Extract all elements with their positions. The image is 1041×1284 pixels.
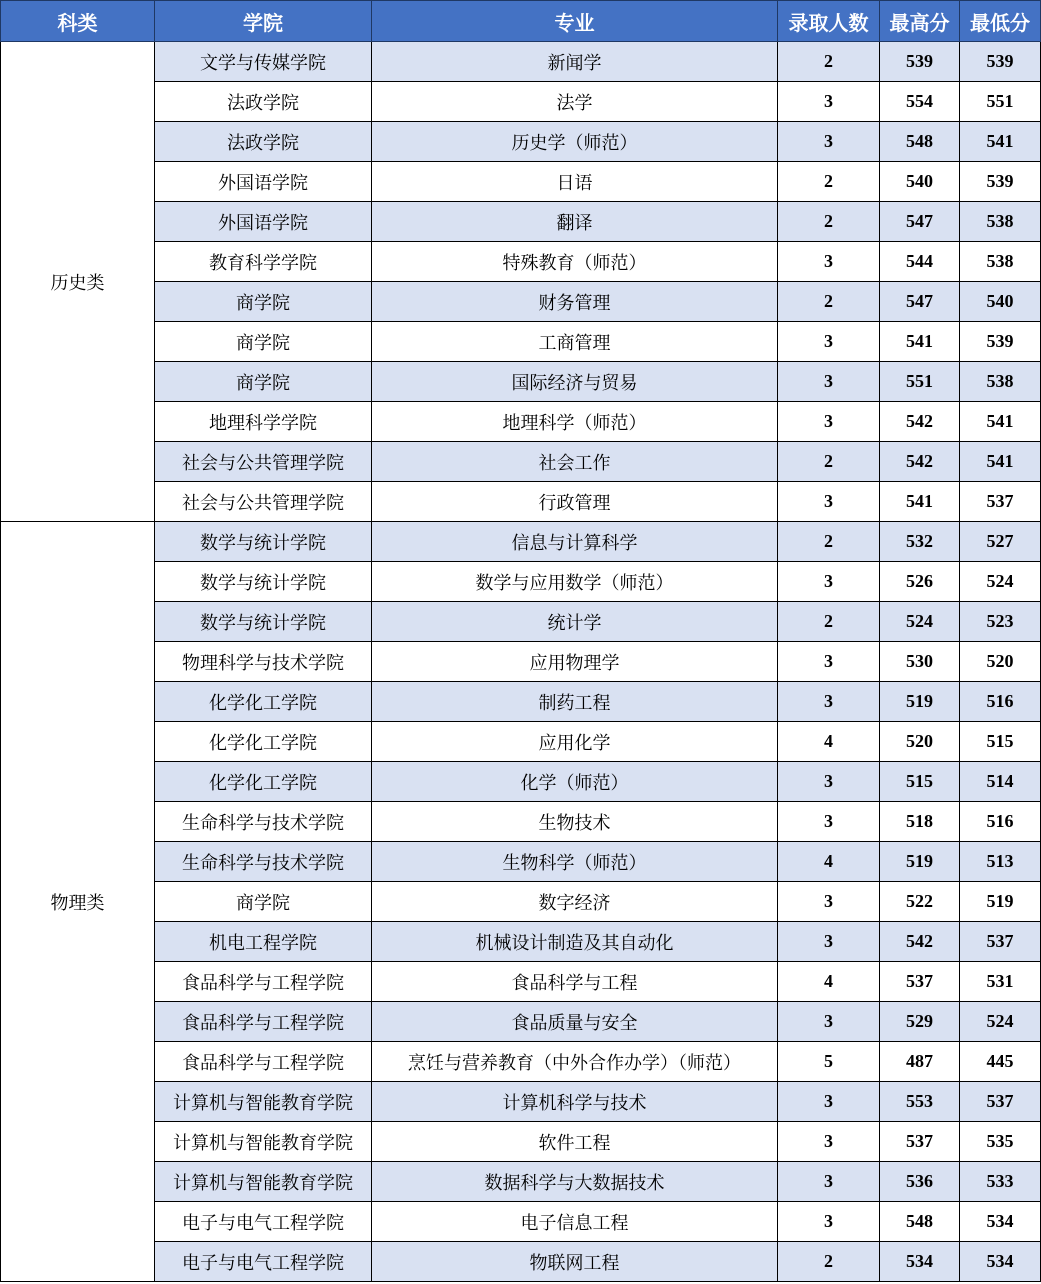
table-row [1, 122, 1041, 162]
min-score-cell: 537 [960, 482, 1041, 522]
admitted-count-cell: 3 [778, 802, 880, 842]
college-cell: 数学与统计学院 [155, 522, 372, 562]
min-score-cell: 534 [960, 1202, 1041, 1242]
major-cell: 计算机科学与技术 [372, 1082, 778, 1122]
min-score-cell: 540 [960, 282, 1041, 322]
admitted-count-cell: 3 [778, 882, 880, 922]
table-row [1, 202, 1041, 242]
max-score-cell: 526 [880, 562, 960, 602]
table-row [1, 82, 1041, 122]
max-score-cell: 542 [880, 922, 960, 962]
min-score-cell: 445 [960, 1042, 1041, 1082]
max-score-cell: 529 [880, 1002, 960, 1042]
table-row [1, 762, 1041, 802]
max-score-cell: 522 [880, 882, 960, 922]
max-score-cell: 534 [880, 1242, 960, 1282]
min-score-cell: 534 [960, 1242, 1041, 1282]
college-cell: 食品科学与工程学院 [155, 1002, 372, 1042]
college-cell: 社会与公共管理学院 [155, 482, 372, 522]
college-cell: 商学院 [155, 362, 372, 402]
max-score-cell: 524 [880, 602, 960, 642]
max-score-cell: 519 [880, 842, 960, 882]
max-score-cell: 541 [880, 322, 960, 362]
college-cell: 文学与传媒学院 [155, 42, 372, 82]
college-cell: 商学院 [155, 282, 372, 322]
major-cell: 电子信息工程 [372, 1202, 778, 1242]
college-cell: 商学院 [155, 882, 372, 922]
major-cell: 信息与计算科学 [372, 522, 778, 562]
major-cell: 生物技术 [372, 802, 778, 842]
table-row [1, 322, 1041, 362]
table-row [1, 1042, 1041, 1082]
max-score-cell: 487 [880, 1042, 960, 1082]
college-cell: 商学院 [155, 322, 372, 362]
min-score-cell: 539 [960, 42, 1041, 82]
major-cell: 行政管理 [372, 482, 778, 522]
college-cell: 化学化工学院 [155, 722, 372, 762]
max-score-cell: 542 [880, 402, 960, 442]
max-score-cell: 537 [880, 962, 960, 1002]
max-score-cell: 532 [880, 522, 960, 562]
min-score-cell: 538 [960, 242, 1041, 282]
table-row [1, 242, 1041, 282]
major-cell: 地理科学（师范） [372, 402, 778, 442]
max-score-cell: 541 [880, 482, 960, 522]
table-row [1, 1122, 1041, 1162]
college-cell: 计算机与智能教育学院 [155, 1082, 372, 1122]
admitted-count-cell: 3 [778, 1122, 880, 1162]
min-score-cell: 516 [960, 682, 1041, 722]
admitted-count-cell: 3 [778, 122, 880, 162]
college-cell: 计算机与智能教育学院 [155, 1122, 372, 1162]
min-score-cell: 516 [960, 802, 1041, 842]
admitted-count-cell: 3 [778, 482, 880, 522]
college-cell: 生命科学与技术学院 [155, 802, 372, 842]
category-cell: 物理类 [1, 522, 155, 1282]
admitted-count-cell: 4 [778, 962, 880, 1002]
min-score-cell: 524 [960, 562, 1041, 602]
min-score-cell: 531 [960, 962, 1041, 1002]
major-cell: 制药工程 [372, 682, 778, 722]
max-score-cell: 553 [880, 1082, 960, 1122]
header-min-score: 最低分 [960, 1, 1041, 42]
college-cell: 数学与统计学院 [155, 602, 372, 642]
college-cell: 机电工程学院 [155, 922, 372, 962]
min-score-cell: 515 [960, 722, 1041, 762]
table-row [1, 522, 1041, 562]
major-cell: 软件工程 [372, 1122, 778, 1162]
table-row [1, 1002, 1041, 1042]
major-cell: 机械设计制造及其自动化 [372, 922, 778, 962]
major-cell: 应用物理学 [372, 642, 778, 682]
table-row [1, 1202, 1041, 1242]
major-cell: 历史学（师范） [372, 122, 778, 162]
header-admitted-count: 录取人数 [778, 1, 880, 42]
college-cell: 法政学院 [155, 82, 372, 122]
header-category: 科类 [1, 1, 155, 42]
min-score-cell: 539 [960, 162, 1041, 202]
college-cell: 生命科学与技术学院 [155, 842, 372, 882]
min-score-cell: 535 [960, 1122, 1041, 1162]
admitted-count-cell: 2 [778, 202, 880, 242]
table-body [1, 42, 1041, 1282]
admitted-count-cell: 3 [778, 402, 880, 442]
admitted-count-cell: 3 [778, 1162, 880, 1202]
table-row [1, 162, 1041, 202]
admitted-count-cell: 4 [778, 842, 880, 882]
table-row [1, 482, 1041, 522]
college-cell: 社会与公共管理学院 [155, 442, 372, 482]
max-score-cell: 548 [880, 122, 960, 162]
admitted-count-cell: 3 [778, 922, 880, 962]
admitted-count-cell: 3 [778, 1002, 880, 1042]
max-score-cell: 530 [880, 642, 960, 682]
major-cell: 法学 [372, 82, 778, 122]
max-score-cell: 542 [880, 442, 960, 482]
admitted-count-cell: 3 [778, 1202, 880, 1242]
college-cell: 电子与电气工程学院 [155, 1202, 372, 1242]
major-cell: 食品质量与安全 [372, 1002, 778, 1042]
min-score-cell: 519 [960, 882, 1041, 922]
max-score-cell: 540 [880, 162, 960, 202]
admitted-count-cell: 4 [778, 722, 880, 762]
header-major: 专业 [372, 1, 778, 42]
admitted-count-cell: 3 [778, 242, 880, 282]
major-cell: 食品科学与工程 [372, 962, 778, 1002]
max-score-cell: 536 [880, 1162, 960, 1202]
major-cell: 烹饪与营养教育（中外合作办学）（师范） [372, 1042, 778, 1082]
major-cell: 新闻学 [372, 42, 778, 82]
table-row [1, 882, 1041, 922]
table-row [1, 402, 1041, 442]
admitted-count-cell: 3 [778, 562, 880, 602]
max-score-cell: 548 [880, 1202, 960, 1242]
major-cell: 物联网工程 [372, 1242, 778, 1282]
table-row [1, 642, 1041, 682]
major-cell: 社会工作 [372, 442, 778, 482]
admitted-count-cell: 3 [778, 82, 880, 122]
table-row [1, 962, 1041, 1002]
college-cell: 数学与统计学院 [155, 562, 372, 602]
min-score-cell: 514 [960, 762, 1041, 802]
table-row [1, 442, 1041, 482]
major-cell: 翻译 [372, 202, 778, 242]
college-cell: 食品科学与工程学院 [155, 962, 372, 1002]
max-score-cell: 551 [880, 362, 960, 402]
major-cell: 化学（师范） [372, 762, 778, 802]
major-cell: 数据科学与大数据技术 [372, 1162, 778, 1202]
major-cell: 统计学 [372, 602, 778, 642]
table-row [1, 602, 1041, 642]
table-row [1, 682, 1041, 722]
table-row [1, 1082, 1041, 1122]
college-cell: 教育科学学院 [155, 242, 372, 282]
table-header [1, 1, 1041, 42]
table-row [1, 362, 1041, 402]
college-cell: 电子与电气工程学院 [155, 1242, 372, 1282]
category-cell: 历史类 [1, 42, 155, 522]
college-cell: 物理科学与技术学院 [155, 642, 372, 682]
major-cell: 工商管理 [372, 322, 778, 362]
major-cell: 日语 [372, 162, 778, 202]
max-score-cell: 554 [880, 82, 960, 122]
college-cell: 计算机与智能教育学院 [155, 1162, 372, 1202]
table-row [1, 842, 1041, 882]
table-row [1, 922, 1041, 962]
min-score-cell: 520 [960, 642, 1041, 682]
min-score-cell: 539 [960, 322, 1041, 362]
admitted-count-cell: 3 [778, 762, 880, 802]
min-score-cell: 533 [960, 1162, 1041, 1202]
table-row [1, 1162, 1041, 1202]
min-score-cell: 513 [960, 842, 1041, 882]
admitted-count-cell: 3 [778, 1082, 880, 1122]
header-college: 学院 [155, 1, 372, 42]
table-row [1, 282, 1041, 322]
min-score-cell: 524 [960, 1002, 1041, 1042]
table-row [1, 722, 1041, 762]
min-score-cell: 537 [960, 1082, 1041, 1122]
table-row [1, 802, 1041, 842]
min-score-cell: 551 [960, 82, 1041, 122]
admitted-count-cell: 2 [778, 442, 880, 482]
header-row [1, 1, 1041, 42]
min-score-cell: 527 [960, 522, 1041, 562]
max-score-cell: 518 [880, 802, 960, 842]
min-score-cell: 538 [960, 362, 1041, 402]
major-cell: 国际经济与贸易 [372, 362, 778, 402]
college-cell: 化学化工学院 [155, 762, 372, 802]
max-score-cell: 519 [880, 682, 960, 722]
max-score-cell: 520 [880, 722, 960, 762]
header-max-score: 最高分 [880, 1, 960, 42]
admitted-count-cell: 2 [778, 522, 880, 562]
admitted-count-cell: 2 [778, 282, 880, 322]
max-score-cell: 547 [880, 202, 960, 242]
college-cell: 外国语学院 [155, 202, 372, 242]
max-score-cell: 547 [880, 282, 960, 322]
college-cell: 食品科学与工程学院 [155, 1042, 372, 1082]
admitted-count-cell: 3 [778, 322, 880, 362]
admitted-count-cell: 2 [778, 1242, 880, 1282]
major-cell: 特殊教育（师范） [372, 242, 778, 282]
admitted-count-cell: 2 [778, 162, 880, 202]
max-score-cell: 544 [880, 242, 960, 282]
college-cell: 地理科学学院 [155, 402, 372, 442]
table-row [1, 562, 1041, 602]
max-score-cell: 515 [880, 762, 960, 802]
major-cell: 应用化学 [372, 722, 778, 762]
min-score-cell: 537 [960, 922, 1041, 962]
major-cell: 财务管理 [372, 282, 778, 322]
admitted-count-cell: 3 [778, 362, 880, 402]
college-cell: 化学化工学院 [155, 682, 372, 722]
admitted-count-cell: 3 [778, 642, 880, 682]
min-score-cell: 538 [960, 202, 1041, 242]
college-cell: 法政学院 [155, 122, 372, 162]
min-score-cell: 541 [960, 402, 1041, 442]
major-cell: 生物科学（师范） [372, 842, 778, 882]
min-score-cell: 541 [960, 122, 1041, 162]
admitted-count-cell: 2 [778, 602, 880, 642]
major-cell: 数字经济 [372, 882, 778, 922]
table-row [1, 42, 1041, 82]
min-score-cell: 541 [960, 442, 1041, 482]
admitted-count-cell: 2 [778, 42, 880, 82]
table-row [1, 1242, 1041, 1282]
min-score-cell: 523 [960, 602, 1041, 642]
admitted-count-cell: 3 [778, 682, 880, 722]
admitted-count-cell: 5 [778, 1042, 880, 1082]
college-cell: 外国语学院 [155, 162, 372, 202]
major-cell: 数学与应用数学（师范） [372, 562, 778, 602]
max-score-cell: 539 [880, 42, 960, 82]
max-score-cell: 537 [880, 1122, 960, 1162]
